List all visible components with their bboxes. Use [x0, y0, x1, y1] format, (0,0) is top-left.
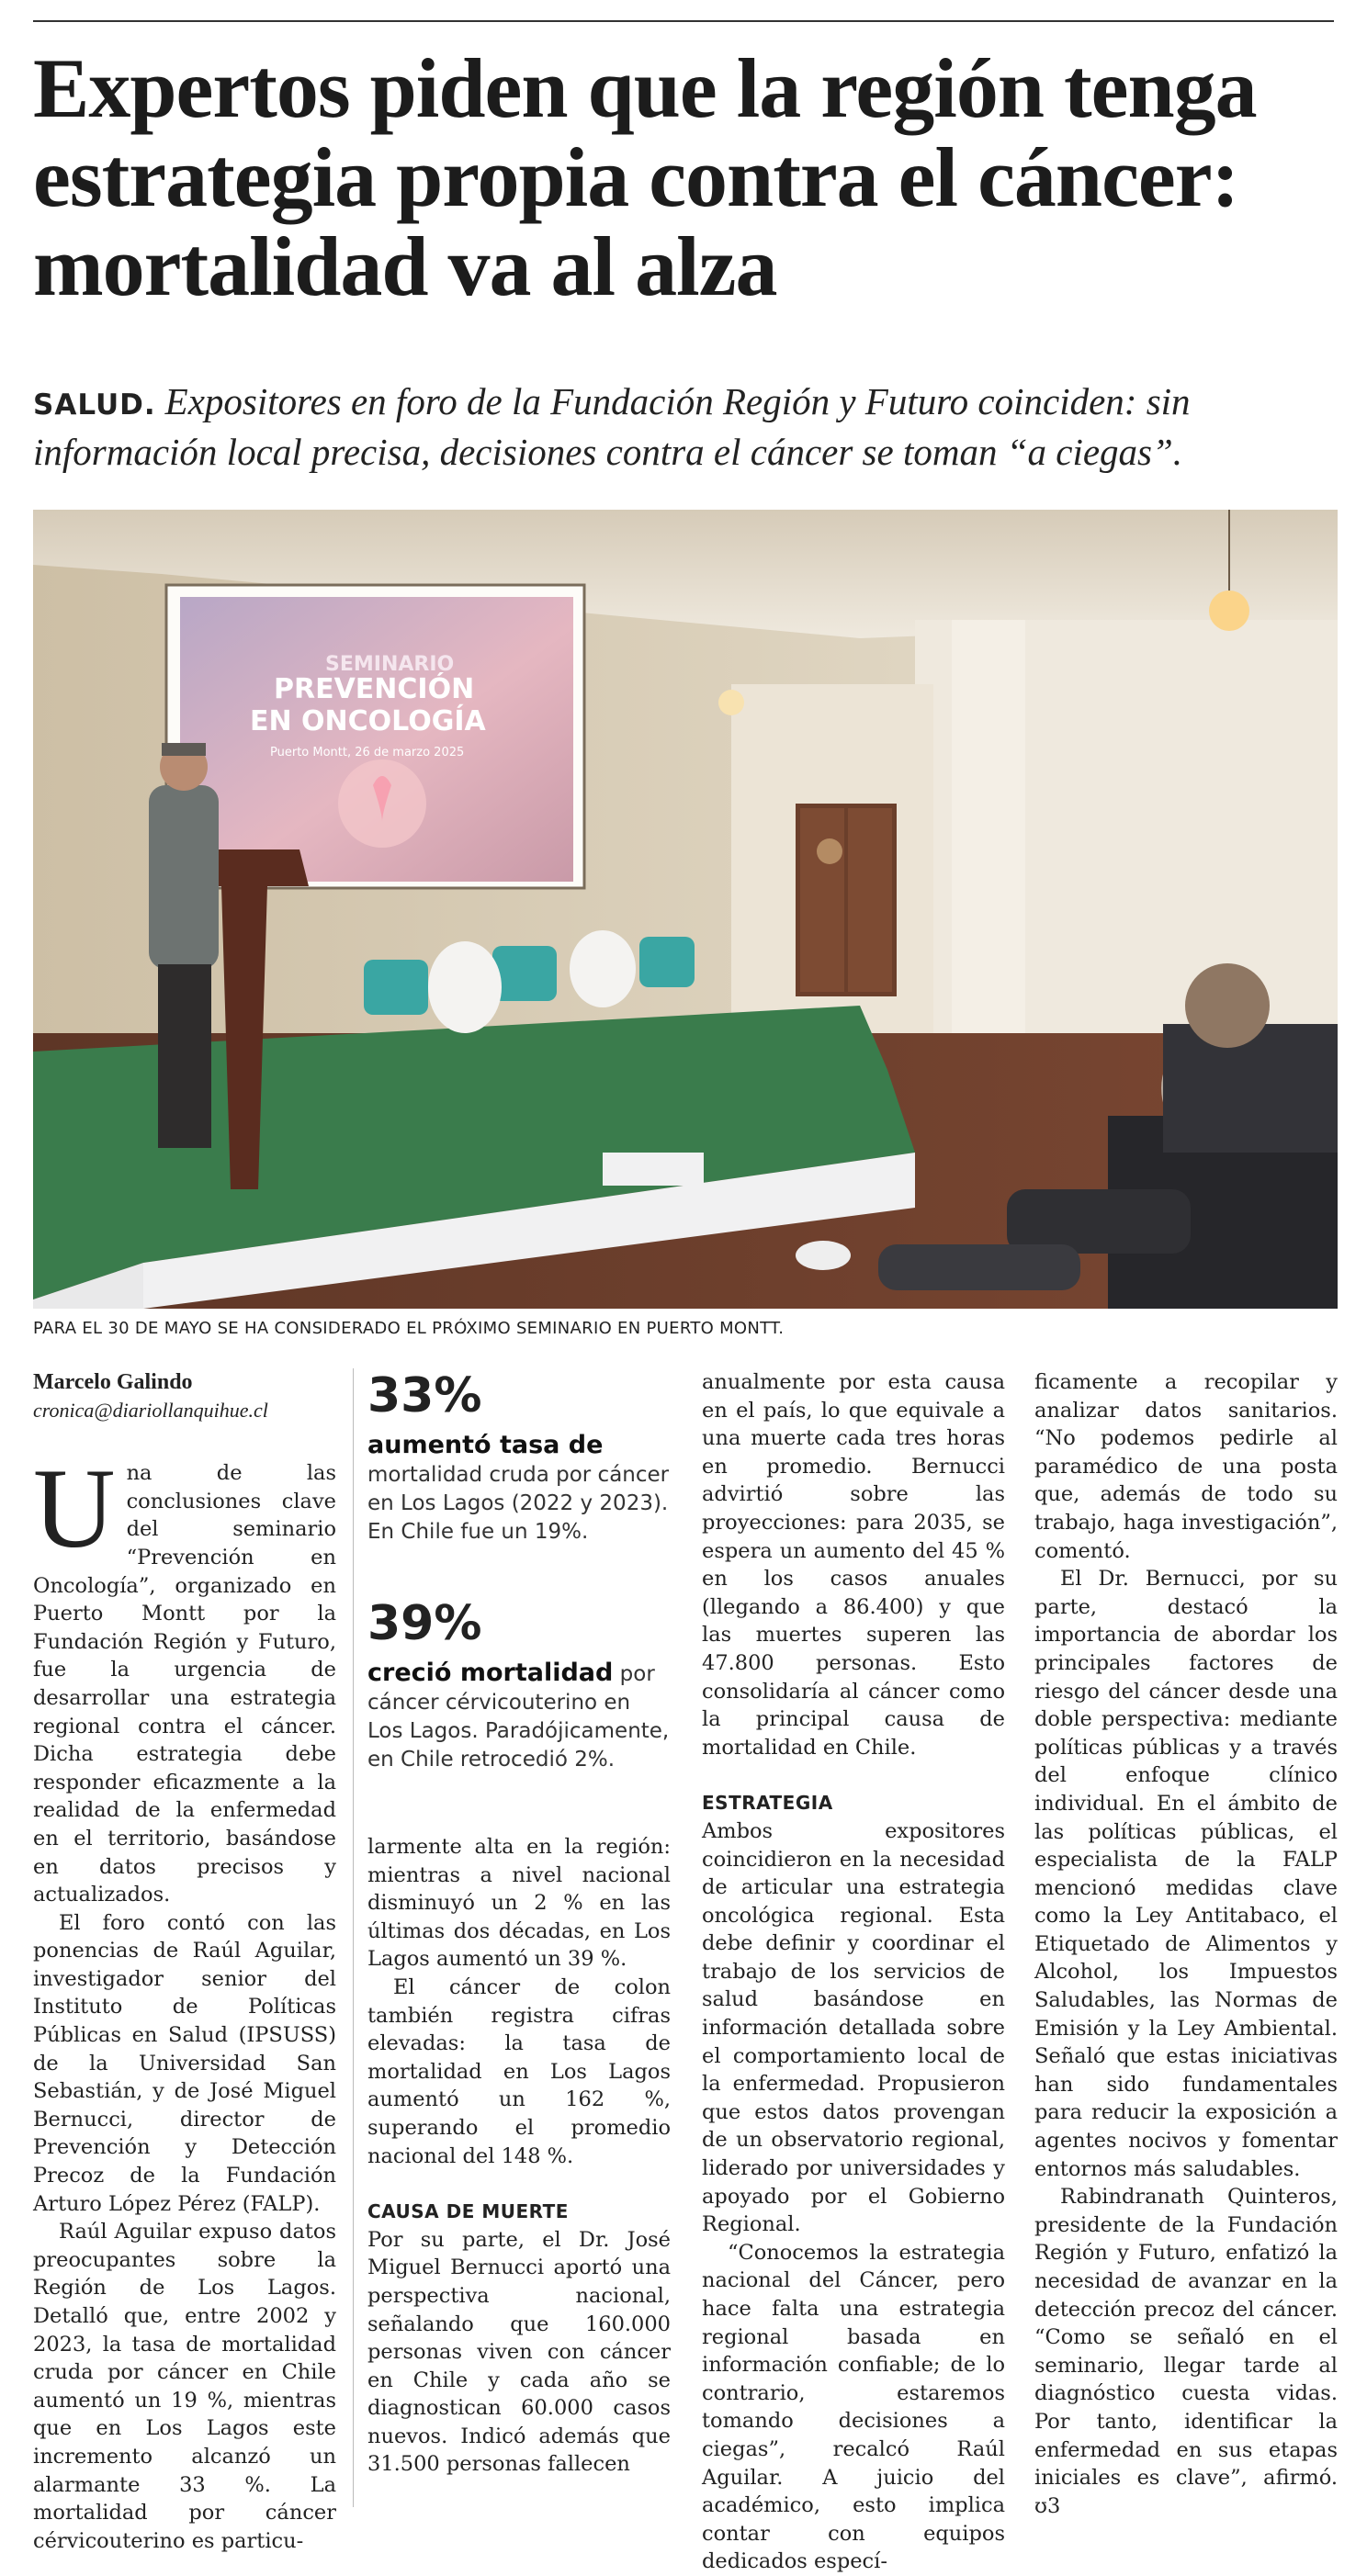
screen-text-4: Puerto Montt, 26 de marzo 2025 — [270, 746, 465, 759]
stat-rest: mortalidad cruda por cáncer en Los Lagos (2022 y 2023). En Chile fue un 19%. — [367, 1463, 670, 1544]
paragraph-3: Raúl Aguilar expuso datos preocupantes sobre la Región de Los Lagos. Detalló que, entre 2002 y 2023, la tasa de mortalidad cruda por cáncer en Chile aumentó un 19 %, mientras que en Los Lagos este incremento alcanzó un alarmante 33 %. La mortalidad por cáncer cérvicouterino es particu- — [33, 2220, 336, 2553]
stat-text — [367, 1431, 671, 1547]
headline: Expertos piden que la región tenga estrategia propia contra el cáncer: mortalidad va al alza — [33, 41, 1257, 313]
stat-text — [367, 1659, 671, 1774]
stat-bold: aumentó tasa de — [367, 1431, 604, 1459]
paragraph-4: larmente alta en la región: mientras a nivel nacional disminuyó un 2 % en las últimas dos décadas, en Los Lagos aumentó un 39 %. — [367, 1835, 671, 1972]
author-email[interactable]: cronica@diariollanquihue.cl — [33, 1398, 268, 1422]
paragraph-7: anualmente por esta causa en el país, lo que equivale a una muerte cada tres horas en promedio. Bernucci advirtió sobre las proyecciones: para 2035, se espera un aumento del 45 % en los casos anuales (llegando a 86.400) y que las muertes superen las 47.800 personas. Esto consolidaría al cáncer como la principal causa de mortalidad en Chile. — [702, 1370, 1005, 1760]
screen-text-2: PREVENCIÓN — [274, 673, 475, 705]
column-divider — [353, 1368, 354, 2507]
stat-box-2 — [367, 1596, 671, 1774]
top-rule — [33, 20, 1334, 22]
paragraph-1 — [33, 1445, 336, 1909]
column-1 — [33, 1368, 336, 2555]
stat-number: 39% — [367, 1596, 482, 1651]
paragraph-2: El foro contó con las ponencias de Raúl Aguilar, investigador senior del Instituto de Políticas Públicas en Salud (IPSUSS) de la Universidad San Sebastián, y de José Miguel Bernucci, director de Prevención y Detección Precoz de la Fundación Arturo López Pérez (FALP). — [33, 1910, 336, 2216]
drop-cap: U — [33, 1445, 116, 1572]
stat-number: 33% — [367, 1368, 482, 1423]
stat-bold: creció mortalidad — [367, 1659, 614, 1687]
section-tag: SALUD. — [33, 388, 156, 422]
screen-text-3: EN ONCOLOGÍA — [250, 705, 486, 737]
paragraph-12 — [1034, 2183, 1338, 2520]
paragraph-5: El cáncer de colon también registra cifras elevadas: la tasa de mortalidad en Los Lagos aumentó un 162 %, superando el promedio nacional del 148 %. — [367, 1974, 671, 2168]
paragraph-11: El Dr. Bernucci, por su parte, destacó la importancia de abordar los principales factores de riesgo del cáncer desde una doble perspectiva: mediante políticas públicas y a través del enfoque clínico individual. En el ámbito de las políticas públicas, el especialista de la FALP mencionó medidas clave como la Ley Antitabaco, el Etiquetado de Alimentos y Alcohol, los Impuestos Saludables, las Normas de Emisión y la Ley Ambiental. Señaló que estas iniciativas han sido fundamentales para reducir la exposición a agentes nocivos y fomentar entornos más saludables. — [1034, 1567, 1338, 2181]
photo-caption: PARA EL 30 DE MAYO SE HA CONSIDERADO EL PRÓXIMO SEMINARIO EN PUERTO MONTT. — [33, 1319, 785, 1338]
kicker-text: Expositores en foro de la Fundación Región y Futuro coinciden: sin información local precisa, decisiones contra el cáncer se toman “a ciegas”. — [33, 380, 1191, 473]
stat-rest: por cáncer cérvicouterino en Los Lagos. Paradójicamente, en Chile retrocedió 2%. — [367, 1662, 670, 1772]
column-2 — [367, 1368, 671, 2479]
seminar-photo — [33, 510, 1338, 1309]
paragraph-1-text: na de las conclusiones clave del seminario “Prevención en Oncología”, organizado en Puerto Montt por la Fundación Región y Futuro, fue la urgencia de desarrollar una estrategia regional contra el cáncer. Dicha estrategia debe responder eficazmente a la realidad de la enfermedad en el territorio, basándose en datos precisos y actualizados. — [33, 1461, 336, 1907]
photo-illustration — [33, 510, 1338, 1309]
column-3 — [702, 1368, 1005, 2576]
subheading-estrategia: ESTRATEGIA — [702, 1792, 833, 1815]
column-4 — [1034, 1368, 1338, 2520]
paragraph-8: Ambos expositores coincidieron en la necesidad de articular una estrategia oncológica regional. Esta debe definir y coordinar el trabajo de los servicios de salud basándose en información detallada sobre el comportamiento local de la enfermedad. Propusieron que estos datos provengan de un observatorio regional, liderado por universidades y apoyado por el Gobierno Regional. — [702, 1818, 1005, 2237]
end-mark: ʊ3 — [1034, 2493, 1061, 2518]
stat-box-1 — [367, 1368, 671, 1547]
paragraph-10: ficamente a recopilar y analizar datos sanitarios. “No podemos pedirle al paramédico de una posta que, además de todo su trabajo, haga investigación”, comentó. — [1034, 1370, 1338, 1563]
kicker — [33, 378, 1338, 476]
subheading-causa: CAUSA DE MUERTE — [367, 2200, 569, 2223]
paragraph-6: Por su parte, el Dr. José Miguel Bernucci aportó una perspectiva nacional, señalando que 160.000 personas viven con cáncer en Chile y cada año se diagnostican 60.000 casos nuevos. Indicó además que 31.500 personas fallecen — [367, 2227, 671, 2477]
author-name: Marcelo Galindo — [33, 1370, 193, 1394]
paragraph-9: “Conocemos la estrategia nacional del Cáncer, pero hace falta una estrategia regional basada en información confiable; de lo contrario, estaremos tomando decisiones a ciegas”, recalcó Raúl Aguilar. A juicio del académico, esto implica contar con equipos dedicados especí- — [702, 2240, 1005, 2574]
paragraph-12-text: Rabindranath Quinteros, presidente de la Fundación Región y Futuro, enfatizó la necesidad de avanzar en la detección precoz del cáncer. “Como se señaló en el seminario, llegar tarde al diagnóstico cuesta vidas. Por tanto, identificar la enfermedad en sus etapas iniciales es clave”, afirmó. — [1034, 2185, 1338, 2491]
screen-text-1: SEMINARIO — [325, 653, 455, 676]
